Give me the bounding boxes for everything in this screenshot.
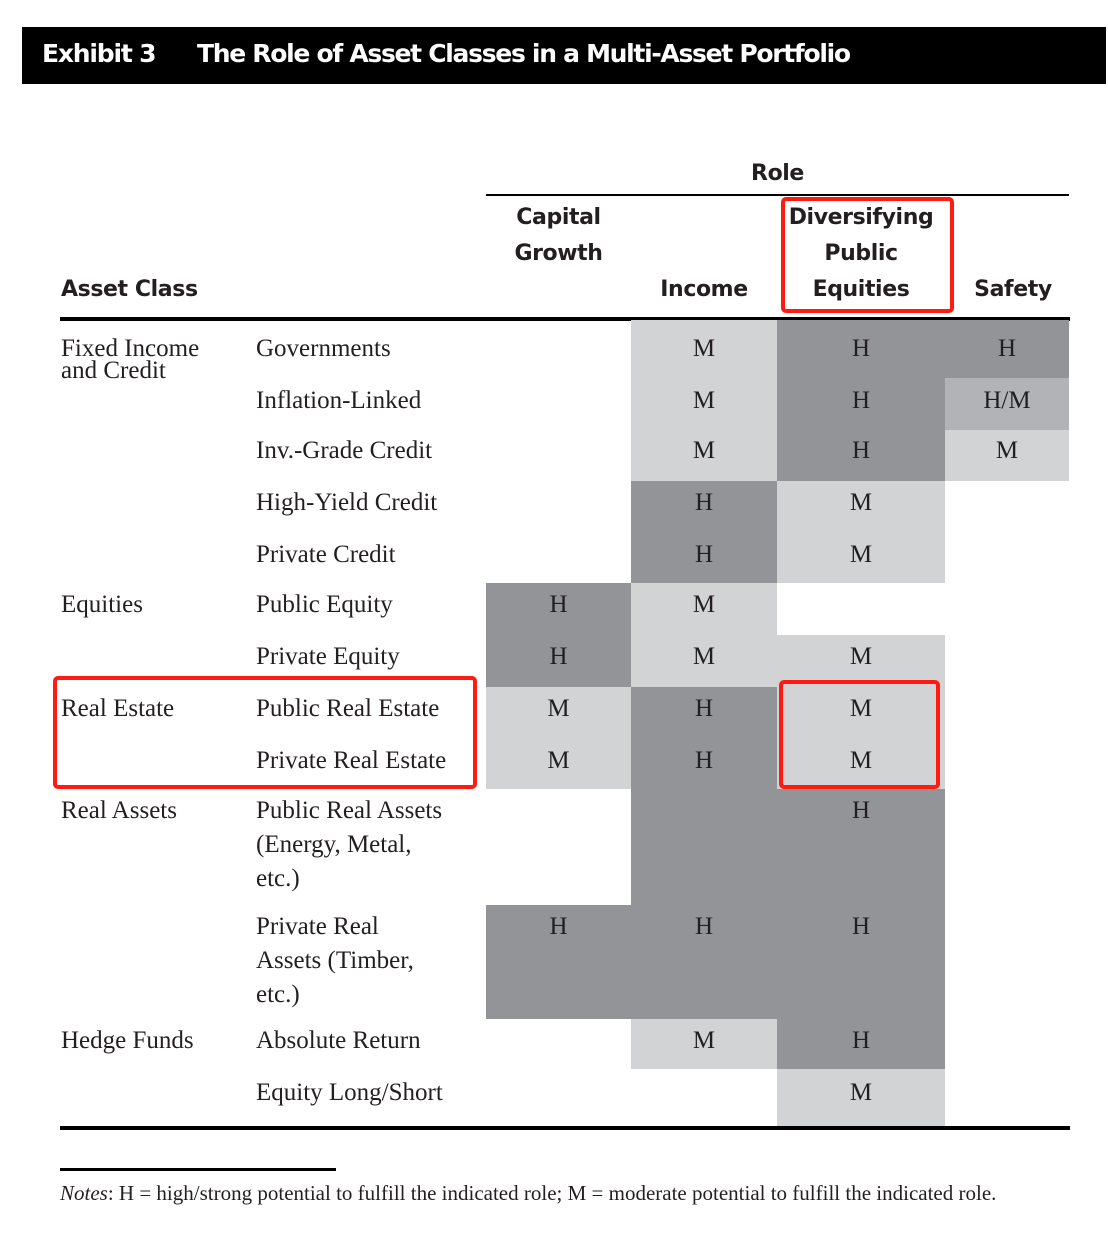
- asset-label-line: Private Equity: [256, 643, 400, 670]
- col-header-line: [631, 200, 777, 236]
- cell-value-income: H: [694, 489, 714, 516]
- col-header-line: Public: [824, 241, 898, 266]
- asset-label-line: Private Credit: [256, 541, 396, 568]
- asset-label-line: Inv.-Grade Credit: [256, 437, 433, 464]
- asset-label-line: etc.): [256, 981, 300, 1008]
- asset-label: [256, 332, 391, 366]
- cell-value-diversifying: M: [849, 747, 873, 774]
- cell-value-diversifying: M: [849, 643, 873, 670]
- col-header-line: Safety: [974, 277, 1052, 302]
- col-header-line: Income: [660, 277, 748, 302]
- group-real-assets: Real Assets: [61, 797, 177, 824]
- group-label-line: and Credit: [61, 357, 166, 384]
- cell-value-income: M: [692, 1027, 716, 1054]
- asset-label-line: etc.): [256, 865, 300, 892]
- cell-value-diversifying: M: [849, 1079, 873, 1106]
- asset-label-line: (Energy, Metal,: [256, 831, 412, 858]
- notes-rule: [60, 1168, 336, 1171]
- asset-label-line: Private Real: [256, 913, 379, 940]
- col-header-line: [486, 272, 631, 308]
- cell-value-income: H: [694, 747, 714, 774]
- asset-label: [256, 640, 400, 674]
- asset-label-line: Public Equity: [256, 591, 393, 618]
- cell-value-capital-growth: M: [547, 747, 570, 774]
- asset-label-line: Private Real Estate: [256, 747, 447, 774]
- asset-label: [256, 538, 396, 572]
- role-header: Role: [751, 161, 804, 186]
- asset-label-line: High-Yield Credit: [256, 489, 438, 516]
- asset-label: [256, 434, 432, 468]
- cell-value-income: M: [692, 387, 716, 414]
- asset-label: [256, 1076, 443, 1110]
- col-header-line: [945, 200, 1081, 236]
- cell-value-capital-growth: H: [549, 913, 568, 940]
- cell-value-income: H: [694, 541, 714, 568]
- cell-value-safety: M: [995, 437, 1019, 464]
- cell-value-income: H: [694, 913, 714, 940]
- cell-value-diversifying: H: [851, 387, 871, 414]
- cell-value-income: M: [692, 643, 716, 670]
- asset-label: [256, 588, 393, 622]
- exhibit-title-bar: [22, 27, 1106, 84]
- cell-value-diversifying: H: [851, 913, 871, 940]
- col-header-line: Capital: [516, 205, 601, 230]
- cell-value-diversifying: M: [849, 695, 873, 722]
- group-label-line: Fixed Income: [61, 335, 200, 362]
- cell-value-income: M: [692, 437, 716, 464]
- group-fixed-income: [61, 332, 199, 388]
- cell-value-diversifying: H: [851, 437, 871, 464]
- cell-shade-income: [631, 789, 777, 905]
- cell-value-capital-growth: H: [549, 591, 568, 618]
- group-equities: Equities: [61, 591, 143, 618]
- asset-label: [256, 486, 437, 520]
- asset-label: [256, 384, 421, 418]
- col-header-line: [631, 236, 777, 272]
- cell-value-income: H: [694, 695, 714, 722]
- highlight-real-estate-rows: [53, 676, 477, 789]
- asset-label-line: Inflation-Linked: [256, 387, 422, 414]
- highlight-real-estate-diversifying: [779, 680, 940, 789]
- cell-value-safety: H/M: [983, 387, 1031, 414]
- cell-value-diversifying: H: [851, 335, 871, 362]
- col-header-line: Diversifying: [788, 205, 934, 230]
- asset-label-line: Equity Long/Short: [256, 1079, 443, 1106]
- asset-label-line: Absolute Return: [256, 1027, 421, 1054]
- role-header-rule: [486, 194, 1069, 196]
- asset-label-line: Public Real Assets: [256, 797, 443, 824]
- notes-label: Notes: [60, 1181, 108, 1205]
- col-header-line: [945, 236, 1081, 272]
- col-header-capital-growth: [486, 200, 631, 308]
- col-header-line: Equities: [812, 277, 910, 302]
- cell-value-income: M: [692, 335, 716, 362]
- asset-label-line: Public Real Estate: [256, 695, 440, 722]
- asset-label: [256, 1024, 421, 1058]
- asset-label-line: Assets (Timber,: [256, 947, 414, 974]
- asset-label: [256, 910, 414, 1012]
- cell-value-income: M: [692, 591, 716, 618]
- cell-value-diversifying: M: [849, 541, 873, 568]
- cell-value-diversifying: H: [851, 797, 871, 824]
- cell-value-capital-growth: M: [547, 695, 570, 722]
- cell-value-safety: H: [997, 335, 1017, 362]
- notes-text: : H = high/strong potential to fulfill the indicated role; M = moderate potential to fulfill the indicated role.: [107, 1181, 997, 1205]
- cell-value-diversifying: M: [849, 489, 873, 516]
- notes: [60, 1178, 1072, 1208]
- highlight-diversifying-header: [781, 197, 954, 313]
- asset-class-header: Asset Class: [61, 277, 198, 302]
- table-bottom-rule: [60, 1126, 1070, 1130]
- col-header-safety: [945, 200, 1081, 308]
- group-real-estate: Real Estate: [61, 695, 175, 722]
- group-hedge-funds: Hedge Funds: [61, 1027, 194, 1054]
- asset-label: [256, 794, 442, 896]
- col-header-income: [631, 200, 777, 308]
- exhibit-title: The Role of Asset Classes in a Multi-Asset Portfolio: [197, 39, 850, 68]
- col-header-line: Growth: [514, 241, 603, 266]
- cell-value-capital-growth: H: [549, 643, 568, 670]
- cell-value-diversifying: H: [851, 1027, 871, 1054]
- exhibit-number: Exhibit 3: [42, 39, 156, 68]
- asset-label-line: Governments: [256, 335, 391, 362]
